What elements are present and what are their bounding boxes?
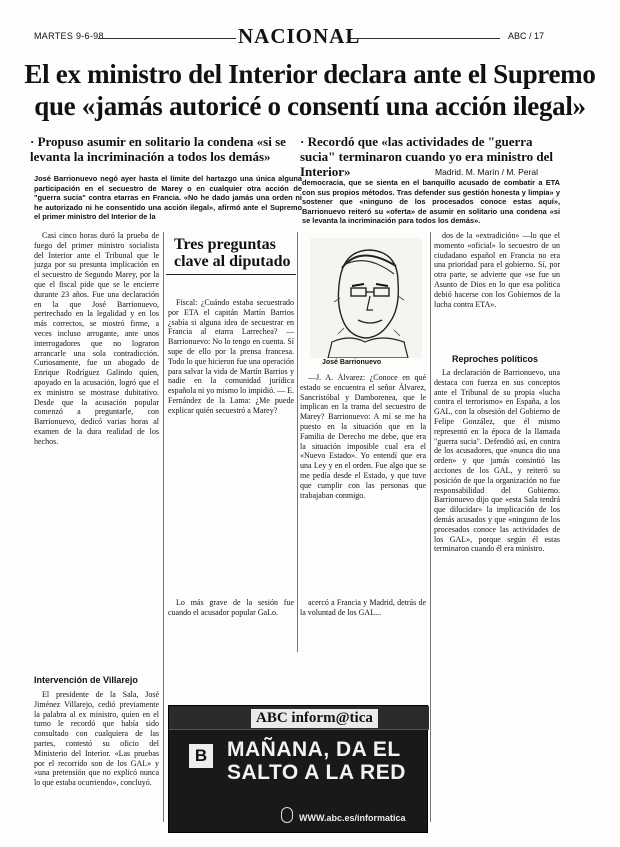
article-column-1b [34, 690, 159, 810]
ad-banner [169, 706, 429, 730]
mouse-icon [281, 807, 293, 823]
column-rule [430, 232, 431, 822]
column-rule [163, 232, 164, 822]
article-body-text: Casi cinco horas duró la prueba de fuego del primer ministro socialista del Interior ante el Tribunal que le juzga por su presunta implicación en el secuestro de Segundo Marey, por la que el fiscal pide que se le encierre durante 23 años. Fue una declaración en la que José Barrionuevo, pertrechado en la legalidad y en los más correctos, se mostró firme, a veces incluso arrogante, ante unos interrogadores que no lograron arrancarle una sola contradicción. Curiosamente, fue un abogado de Enrique Rodríguez Galindo quien, apoyado en la acusación, logró que el ex ministro se mostrase dubitativo. Desde que la acusación popular comenzó a preguntarle, con Barrionuevo, dedicó varias horas al examen de la dura realidad de los hechos. [34, 231, 159, 446]
ad-url[interactable]: WWW.abc.es/informatica [299, 813, 406, 823]
abc-logo-icon: B [189, 744, 213, 768]
lead-paragraph-left: José Barrionuevo negó ayer hasta el límite del hartazgo una única alguna participación en el secuestro de Marey o en cualquier otra acción de "guerra sucia" contra etarras en Francia. «No he dado jamás una orden ni he autorizado ni he consentido una acción ilegal», afirmó ante el Supremo el primer ministro del Interior de la [34, 174, 302, 221]
article-body-text: acercó a Francia y Madrid, detrás de la voluntad de los GAL... [300, 598, 426, 617]
portrait-caption: José Barrionuevo [322, 359, 382, 366]
ad-brand-logo: ABC inform@tica [251, 709, 378, 728]
questions-box-title: Tres preguntas clave al diputado [174, 236, 291, 270]
column-rule [297, 232, 298, 652]
article-body-text: Lo más grave de la sesión fue cuando el acusador popular GaLo. [168, 598, 294, 617]
issue-date: MARTES 9-6-98 [34, 31, 104, 41]
questions-box [166, 236, 296, 277]
subhead-left: · Propuso asumir en solitario la condena «si se levanta la incriminación a todos los demás» [30, 134, 286, 164]
article-column-1 [34, 231, 159, 661]
subhead-right: · Recordó que «las actividades de "guerra sucia" terminaron cuando yo era ministro del Interior» [300, 134, 554, 179]
article-column-3-bottom [300, 598, 426, 638]
subhead-intervention: Intervención de Villarejo [34, 675, 138, 685]
article-body-text: —J. A. Álvarez: ¿Conoce en qué estado se encuentra el señor Álvarez, Sancristóbal y Damborenea, que le implican en la trama del secuestro de Marey? Barrionuevo: A mí se me ha puesto en la situación que en la Familia de Derecho me debe, que era la situación imposible cual era el «Nuevo Estado». Yo entendí que era una Ley y en el orden. Fue algo que se me pedía desde el Estado, y que tuve que cumplir con las personas que trabajaban conmigo. [300, 373, 426, 500]
article-body-text: dos de la «extradición» —lo que el momento «oficial» lo secuestro de un ciudadano español en Francia no era una prioridad para el gobierno. Sí, por otra parte, se advierte que «se fue un Asunto de Dios en lo que esa política debió hacerse con los Gobiernos de la lucha contra ETA». [434, 231, 560, 309]
portrait-drawing [310, 238, 422, 358]
section-title: NACIONAL [238, 24, 361, 48]
advertisement[interactable] [168, 705, 428, 833]
article-headline: El ex ministro del Interior declara ante el Supremo que «jamás autoricé o consentí una acción ilegal» [24, 59, 596, 121]
header-rule-left [98, 38, 236, 39]
article-body-text: Fiscal: ¿Cuándo estaba secuestrado por ETA el capitán Martín Barrios ¿sabía si alguna idea de secuestrar en Francia al etarra Larrechea? — Barrionuevo: No lo tengo en cuenta. Sí supe de ello por la prensa francesa. Todo lo que hicieron fue una operación para salvar la vida de Martín Barrios y nadie en la comunidad jurídica española ni yo mismo lo impidió. — E. Fernández de la Lama: ¿Me puede explicar quién secuestró a Marey? [168, 298, 294, 415]
article-column-4 [434, 231, 560, 346]
ad-headline: MAÑANA, DA EL SALTO A LA RED [227, 738, 406, 784]
byline: Madrid. M. Marín / M. Peral [435, 167, 538, 177]
article-body-text: La declaración de Barrionuevo, una destaca con fuerza en sus conceptos ante el Tribunal de su propia «lucha contra el terrorismo» en España, a los GAL, con la obsesión del Gobierno de Felipe González, que él mismo representó en la época de la llamada "guerra sucia". Defendió así, en contra de los acusadores, que «nunca dio una orden» y que jamás consintió las acciones de los GAL, y reiteró su posición de que la organización no fue responsabilidad del Gobierno. Barrionuevo dijo que «esta Sala tendrá que dilucidar» la implicación de los demás acusados y que «ninguno de los procesados conoce las actividades de los GAL», porque según él estas terminaron cuando él era ministro. [434, 368, 560, 554]
divider [166, 274, 296, 275]
article-column-2 [168, 298, 294, 464]
lead-paragraph-right: democracia, que se sienta en el banquillo acusado de combatir a ETA con sus propios métodos. Tras defender sus gestión honesta y limpia» y sostener que «ninguno de los procesados conoce estas aquí», Barrionuevo reiteró su «oferta» de asumir en solitario una condena «si se levanta la incriminación para todos los demás». [302, 178, 560, 225]
subhead-reproaches: Reproches políticos [452, 354, 539, 364]
article-column-2-bottom [168, 598, 294, 638]
page-number: ABC / 17 [508, 31, 545, 41]
article-column-3 [300, 373, 426, 588]
header-rule-right [350, 38, 500, 39]
article-body-text: El presidente de la Sala, José Jiménez Villarejo, cedió previamente la palabra al ex ministro, quien en el turno le recordó que había sido consultado con cualquiera de las partes, contestó su oficio del Ministerio del Interior. «Las pruebas por el recorrido son de los GAL» y «una pretensión que no explicó nunca lo que estaba ocurriendo», concluyó. [34, 690, 159, 788]
article-column-4b [434, 368, 560, 813]
